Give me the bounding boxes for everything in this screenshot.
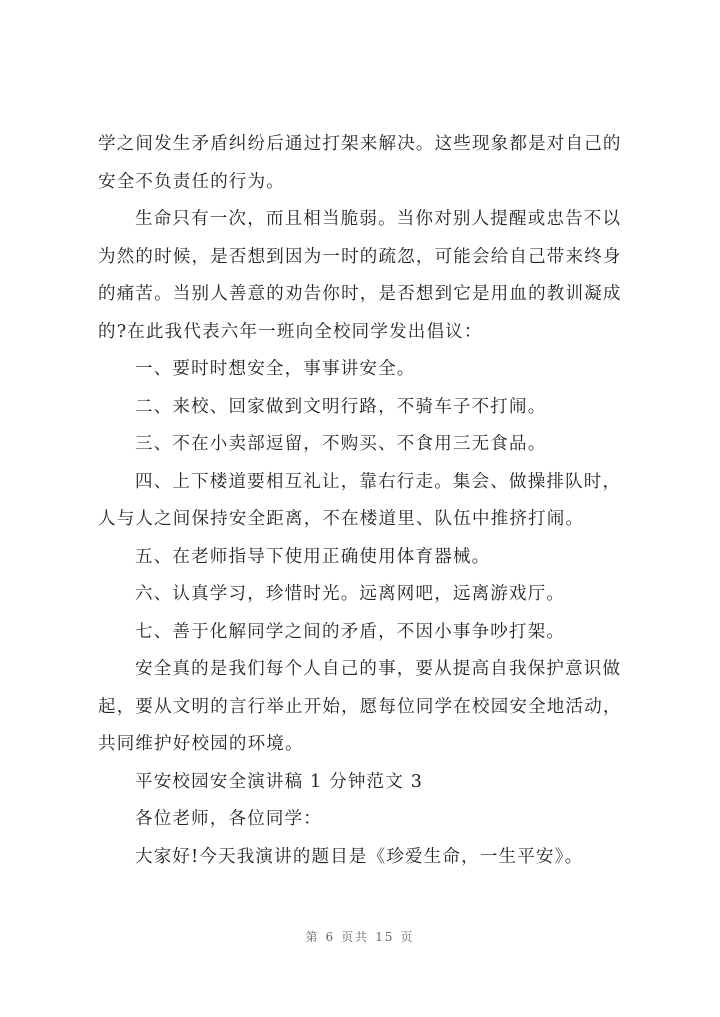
text-line: 安全真的是我们每个人自己的事，要从提高自我保护意识做	[135, 659, 622, 679]
text-line: 起，要从文明的言行举止开始，愿每位同学在校园安全地活动，	[98, 696, 622, 717]
text-line: 学之间发生矛盾纠纷后通过打架来解决。这些现象都是对自己的	[98, 134, 622, 154]
list-item: 二、来校、回家做到文明行路，不骑车子不打闹。	[135, 396, 547, 417]
list-item: 一、要时时想安全，事事讲安全。	[135, 359, 416, 379]
footer-prefix: 第	[305, 930, 320, 944]
page-number: 6	[325, 930, 336, 944]
list-item: 七、善于化解同学之间的矛盾，不因小事争吵打架。	[135, 621, 566, 642]
list-item: 五、在老师指导下使用正确使用体育器械。	[135, 546, 491, 567]
list-item: 四、上下楼道要相互礼让，靠右行走。集会、做操排队时，	[135, 471, 622, 492]
text-line: 的?在此我代表六年一班向全校同学发出倡议：	[98, 321, 483, 342]
footer-middle: 页共	[341, 930, 370, 944]
text-line: 人与人之间保持安全距离，不在楼道里、队伍中推挤打闹。	[98, 509, 585, 529]
list-item: 三、不在小卖部逗留，不购买、不食用三无食品。	[135, 434, 547, 454]
text-line: 的痛苦。当别人善意的劝告你时，是否想到它是用血的教训凝成	[98, 284, 622, 304]
list-item: 六、认真学习，珍惜时光。远离网吧，远离游戏厅。	[135, 584, 566, 604]
salutation: 各位老师，各位同学：	[135, 809, 322, 829]
text-line: 为然的时候，是否想到因为一时的疏忽，可能会给自己带来终身	[98, 246, 622, 267]
text-line: 大家好!今天我演讲的题目是《珍爱生命，一生平安》。	[135, 846, 584, 867]
document-body	[98, 126, 638, 876]
text-line: 安全不负责任的行为。	[98, 171, 285, 192]
total-pages: 15	[375, 930, 395, 944]
footer-suffix: 页	[400, 930, 415, 944]
text-line: 生命只有一次，而且相当脆弱。当你对别人提醒或忠告不以	[135, 209, 622, 229]
page-footer	[0, 928, 720, 945]
text-line: 共同维护好校园的环境。	[98, 734, 304, 754]
section-title: 平安校园安全演讲稿 1 分钟范文 3	[135, 771, 424, 792]
